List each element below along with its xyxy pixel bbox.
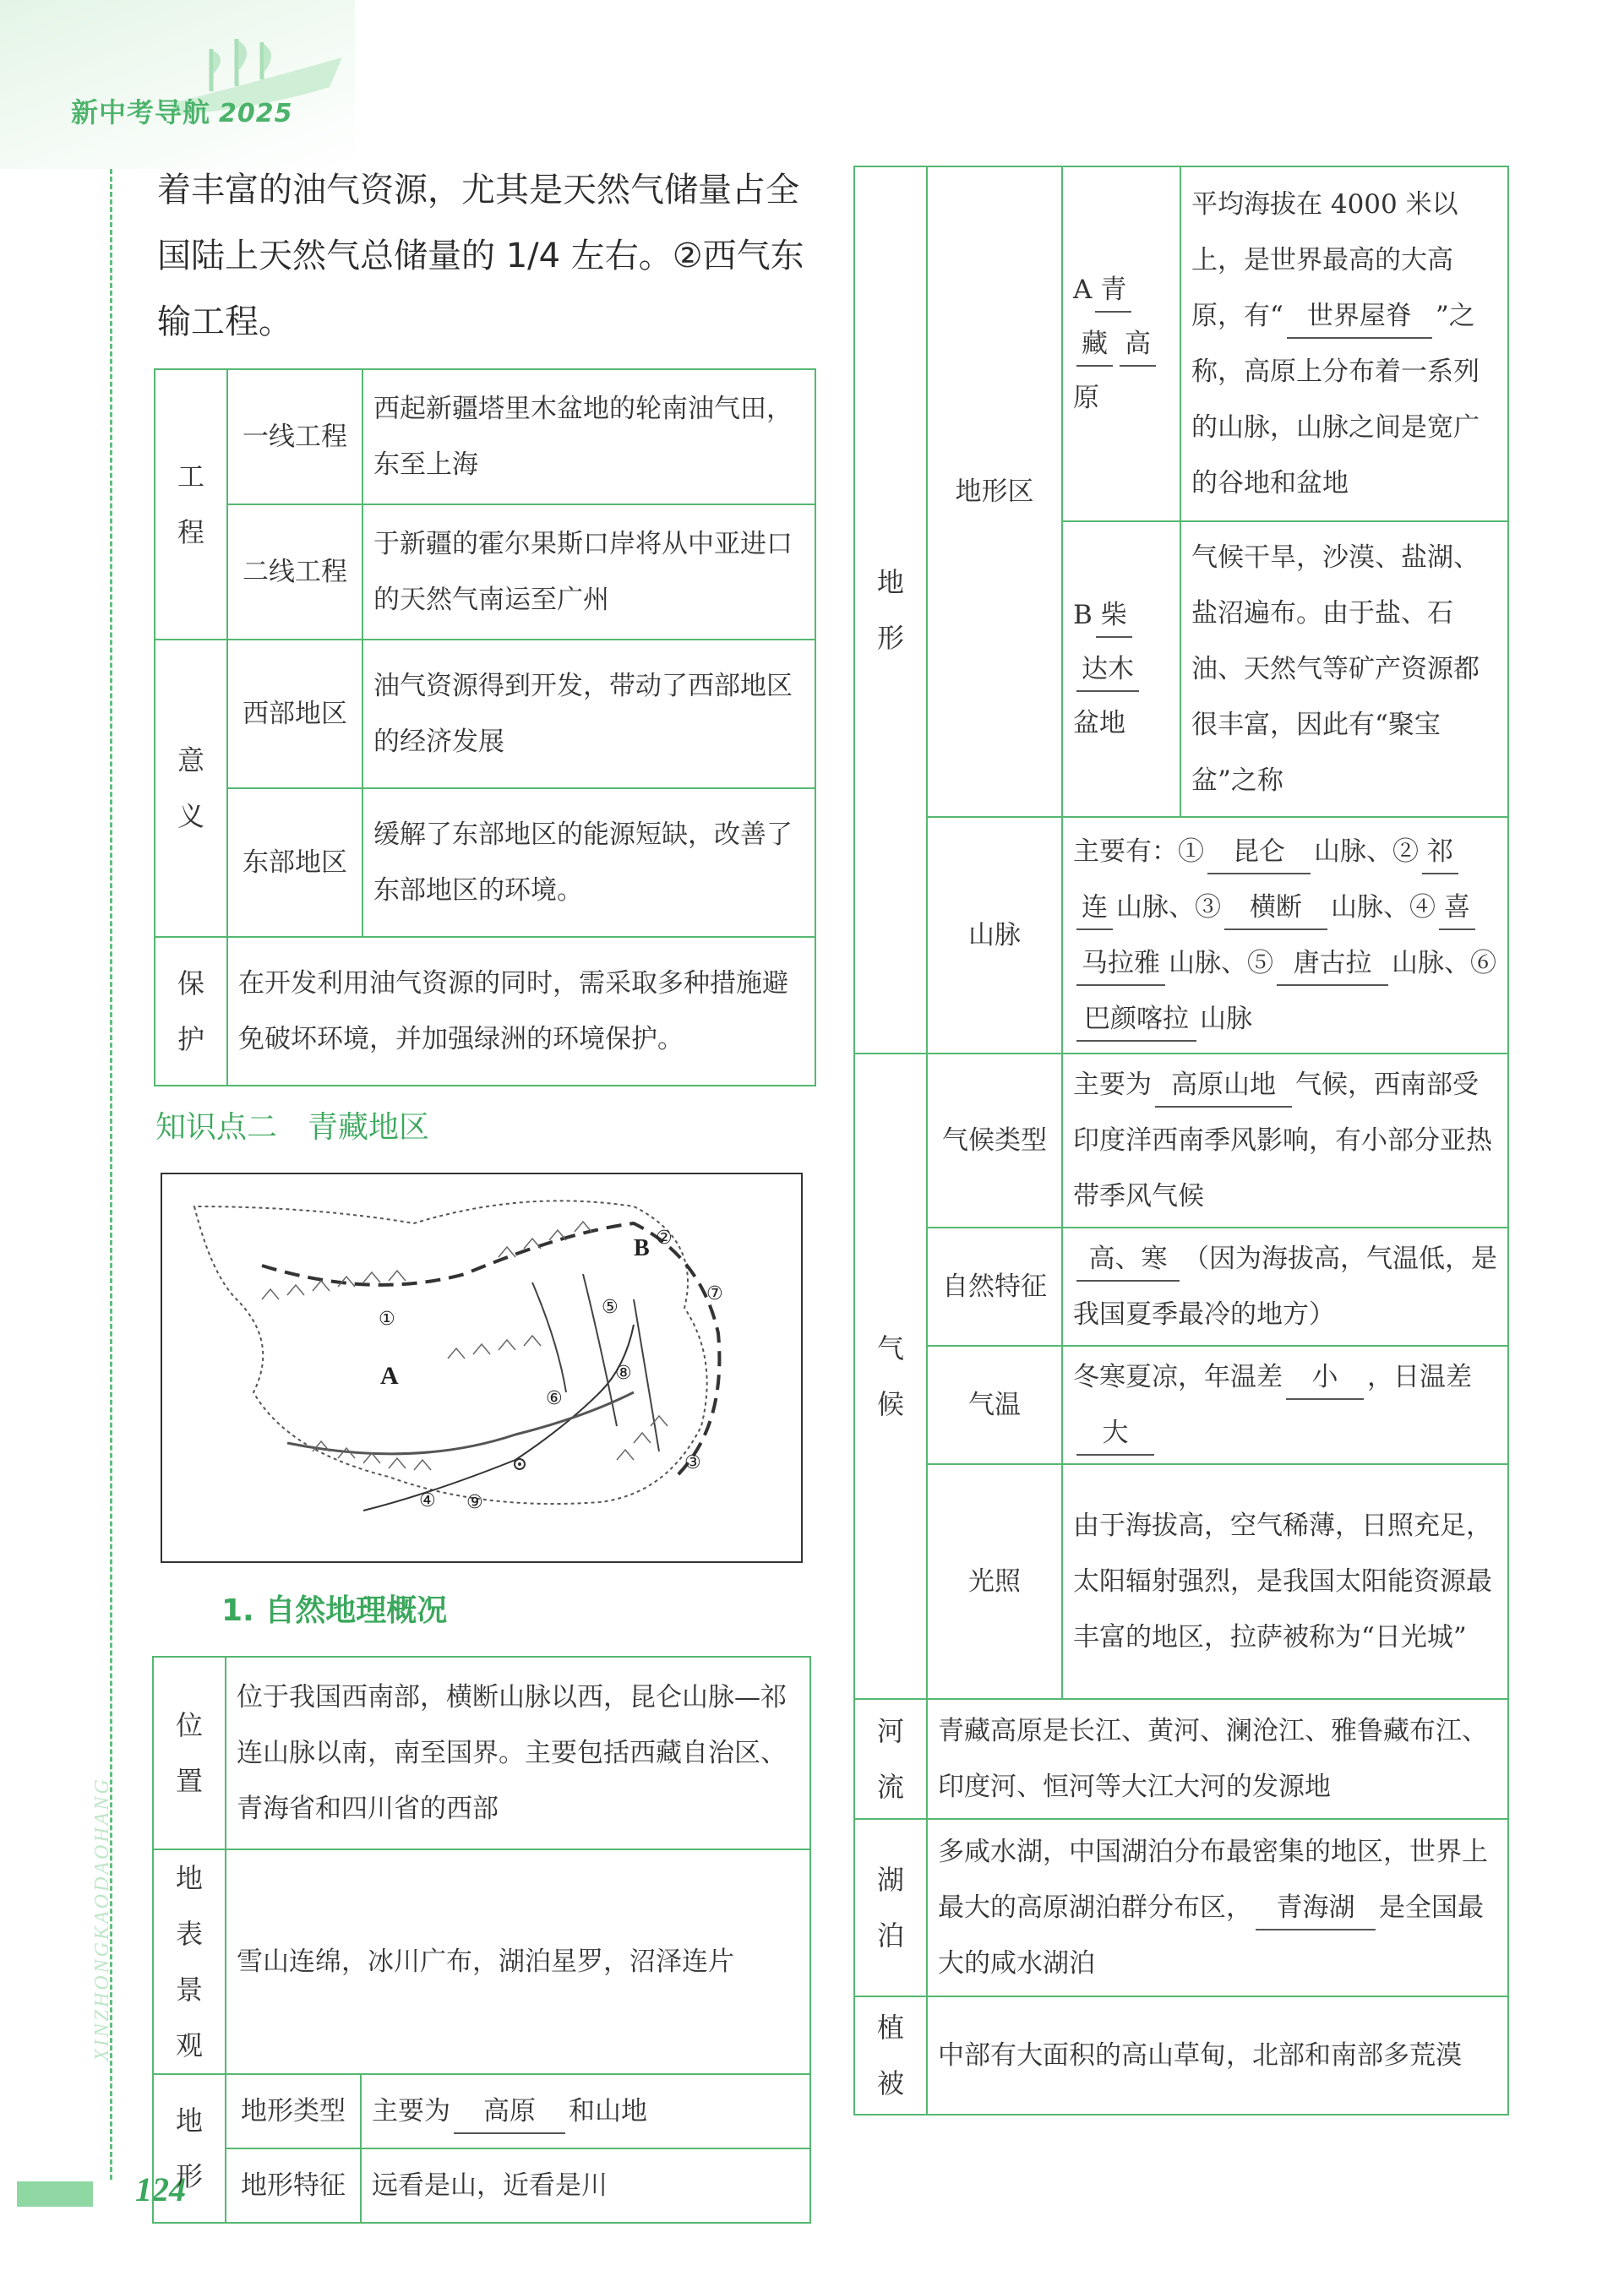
plateau-text bbox=[1180, 166, 1508, 521]
map-marker-1: ① bbox=[379, 1309, 395, 1330]
line1-label: 一线工程 bbox=[227, 369, 362, 504]
row-header-climate: 气候 bbox=[854, 1054, 927, 1699]
annual-range-answer: 小 bbox=[1286, 1356, 1364, 1400]
line2-text: 于新疆的霍尔果斯口岸将从中亚进口的天然气南运至广州 bbox=[362, 504, 815, 640]
temperature-mid: ，日温差 bbox=[1367, 1362, 1472, 1392]
row-header-vegetation: 植被 bbox=[854, 1996, 927, 2115]
row-header-lakes: 湖泊 bbox=[854, 1819, 927, 1996]
series-year: 2025 bbox=[219, 99, 293, 128]
basin-suffix: 盆地 bbox=[1073, 708, 1125, 738]
basin-name bbox=[1062, 521, 1180, 817]
climate-type-label: 气候类型 bbox=[927, 1054, 1062, 1228]
intro-line: 国陆上天然气总储量的 1/4 左右。②西气东 bbox=[157, 237, 804, 275]
intro-line: 着丰富的油气资源，尤其是天然气储量占全 bbox=[157, 171, 799, 210]
terrain-type-pre: 主要为 bbox=[372, 2096, 450, 2126]
mountains-sep-2: 山脉、③ bbox=[1116, 892, 1221, 923]
mountain-answer-4a: 喜 bbox=[1439, 886, 1475, 930]
row-header-terrain: 地形 bbox=[153, 2074, 226, 2223]
series-name: 新中考导航 bbox=[71, 96, 211, 128]
mountain-answer-5: 唐古拉 bbox=[1277, 942, 1388, 986]
mountains-sep-4: 山脉、⑤ bbox=[1169, 948, 1273, 978]
row-header-engineering: 工程 bbox=[155, 369, 227, 640]
basin-letter: B bbox=[1073, 600, 1093, 630]
natural-feature-text bbox=[1062, 1228, 1508, 1346]
row-header-protection: 保护 bbox=[155, 937, 227, 1086]
basin-text: 气候干旱，沙漠、盐湖、盐沼遍布。由于盐、石油、天然气等矿产资源都很丰富，因此有“聚宝盆”之称 bbox=[1180, 521, 1508, 817]
basin-answer-2: 达木 bbox=[1076, 648, 1139, 692]
footer-band bbox=[17, 2181, 93, 2207]
daily-range-answer: 大 bbox=[1076, 1412, 1154, 1456]
mountains-sep-3: 山脉、④ bbox=[1331, 892, 1436, 923]
terrain-feature-label: 地形特征 bbox=[226, 2148, 361, 2223]
map-marker-7: ⑦ bbox=[706, 1283, 723, 1304]
mountains-sep-5b: 脉、⑥ bbox=[1418, 948, 1496, 978]
map-marker-2: ② bbox=[656, 1228, 673, 1249]
plateau-answer-1: 青 bbox=[1095, 269, 1131, 313]
region-table bbox=[853, 166, 1509, 2115]
landscape-text: 雪山连绵，冰川广布，湖泊星罗，沼泽连片 bbox=[226, 1849, 810, 2074]
series-logo bbox=[71, 91, 293, 130]
landform-label: 地形区 bbox=[927, 166, 1062, 817]
west-text: 油气资源得到开发，带动了西部地区的经济发展 bbox=[362, 640, 815, 788]
map-marker-5: ⑤ bbox=[602, 1297, 619, 1318]
location-text: 位于我国西南部，横断山脉以西，昆仑山脉—祁连山脉以南，南至国界。主要包括西藏自治区、青海省和四川省的西部 bbox=[226, 1657, 810, 1849]
plateau-text-2: ”之称，高原上分布着一系列的山脉，山脉之间是宽广的谷地和盆地 bbox=[1191, 301, 1480, 498]
temperature-text bbox=[1062, 1346, 1508, 1464]
map-marker-4: ④ bbox=[419, 1490, 436, 1511]
terrain-type-answer: 高原 bbox=[454, 2090, 565, 2134]
climate-type-text bbox=[1062, 1054, 1508, 1228]
natural-feature-note: （因为海拔高，气温低，是我国夏季最冷的地方） bbox=[1073, 1244, 1497, 1330]
temperature-label: 气温 bbox=[927, 1346, 1062, 1464]
protection-text: 在开发利用油气资源的同时，需采取多种措施避免破坏环境，并加强绿洲的环境保护。 bbox=[227, 937, 815, 1086]
row-header-topography: 地形 bbox=[854, 166, 927, 1054]
row-header-landscape: 地表景观 bbox=[153, 1849, 226, 2074]
vegetation-text: 中部有大面积的高山草甸，北部和南部多荒漠 bbox=[927, 1996, 1508, 2115]
mountains-sep-1: 山脉、② bbox=[1314, 836, 1419, 867]
section-title: 知识点二 青藏地区 bbox=[155, 1110, 430, 1145]
climate-type-pre: 主要为 bbox=[1073, 1070, 1152, 1100]
mountain-answer-1: 昆仑 bbox=[1207, 830, 1311, 874]
terrain-type-post: 和山地 bbox=[569, 2096, 647, 2126]
lakes-pre: 多咸水湖，中国湖泊分布最密集的地区，世界上最大的高原湖泊群分布区， bbox=[938, 1837, 1488, 1923]
side-watermark: XINZHONGKAODAOHANG bbox=[91, 1777, 113, 2061]
map-label-b: B bbox=[634, 1235, 650, 1261]
qinghai-tibet-map bbox=[161, 1173, 803, 1563]
east-label: 东部地区 bbox=[227, 788, 362, 937]
page-number: 124 bbox=[135, 2170, 186, 2208]
mountains-sep-5a: 山 bbox=[1392, 948, 1418, 978]
mountains-sep-6: 山脉 bbox=[1200, 1004, 1252, 1034]
row-header-significance: 意义 bbox=[155, 640, 227, 937]
mountains-pre: 主要有：① bbox=[1073, 836, 1204, 867]
row-header-location: 位置 bbox=[153, 1657, 226, 1849]
sunshine-label: 光照 bbox=[927, 1464, 1062, 1699]
east-text: 缓解了东部地区的能源短缺，改善了东部地区的环境。 bbox=[362, 788, 815, 937]
map-marker-9: ⑨ bbox=[466, 1492, 483, 1513]
west-label: 西部地区 bbox=[227, 640, 362, 788]
row-header-rivers: 河流 bbox=[854, 1699, 927, 1819]
terrain-type-text bbox=[361, 2074, 810, 2148]
rivers-text: 青藏高原是长江、黄河、澜沧江、雅鲁藏布江、印度河、恒河等大江大河的发源地 bbox=[927, 1699, 1508, 1819]
mountain-answer-3: 横断 bbox=[1224, 886, 1327, 930]
natural-feature-label: 自然特征 bbox=[927, 1228, 1062, 1346]
plateau-answer-3: 高 bbox=[1120, 323, 1156, 367]
climate-type-post: 气候，西南部受印度洋西南季风影响，有小部分亚热带季风气候 bbox=[1073, 1070, 1492, 1212]
sunshine-text: 由于海拔高，空气稀薄，日照充足，太阳辐射强烈，是我国太阳能资源最丰富的地区，拉萨被称为“日光城” bbox=[1062, 1464, 1508, 1699]
line2-label: 二线工程 bbox=[227, 504, 362, 640]
basin-answer-1: 柴 bbox=[1096, 594, 1132, 638]
plateau-letter: A bbox=[1073, 275, 1093, 305]
plateau-answer-4: 原 bbox=[1073, 383, 1099, 413]
plateau-name bbox=[1062, 166, 1180, 521]
mountain-answer-6: 巴颜喀拉 bbox=[1076, 998, 1196, 1042]
map-marker-3: ③ bbox=[684, 1452, 701, 1473]
lakes-post: 是全国最大的咸水湖泊 bbox=[938, 1892, 1484, 1979]
terrain-type-label: 地形类型 bbox=[226, 2074, 361, 2148]
map-marker-6: ⑥ bbox=[546, 1388, 563, 1409]
overview-table bbox=[152, 1656, 811, 2224]
plateau-nickname-answer: 世界屋脊 bbox=[1287, 295, 1432, 339]
pipeline-table bbox=[154, 368, 816, 1086]
temperature-pre: 冬寒夏凉，年温差 bbox=[1073, 1362, 1283, 1392]
mountains-text bbox=[1062, 817, 1508, 1054]
map-label-a: A bbox=[380, 1362, 399, 1390]
mountain-answer-2a: 祁 bbox=[1422, 830, 1458, 874]
intro-paragraph bbox=[157, 157, 816, 355]
mountain-answer-4b: 马拉雅 bbox=[1076, 942, 1165, 986]
subsection-title: 1. 自然地理概况 bbox=[221, 1593, 448, 1628]
mountains-label: 山脉 bbox=[927, 817, 1062, 1054]
natural-feature-answer: 高、寒 bbox=[1076, 1238, 1180, 1282]
intro-line: 输工程。 bbox=[157, 302, 292, 341]
plateau-text-1: 平均海拔在 4000 米以上，是世界最高的大高原，有“ bbox=[1191, 189, 1458, 331]
map-marker-8: ⑧ bbox=[615, 1363, 632, 1384]
mountain-answer-2b: 连 bbox=[1076, 886, 1113, 930]
climate-type-answer: 高原山地 bbox=[1155, 1064, 1292, 1108]
lakes-text bbox=[927, 1819, 1508, 1996]
plateau-answer-2: 藏 bbox=[1076, 323, 1113, 367]
terrain-feature-text: 远看是山，近看是川 bbox=[361, 2148, 810, 2223]
lake-answer: 青海湖 bbox=[1256, 1887, 1376, 1930]
line1-text: 西起新疆塔里木盆地的轮南油气田，东至上海 bbox=[362, 369, 815, 504]
